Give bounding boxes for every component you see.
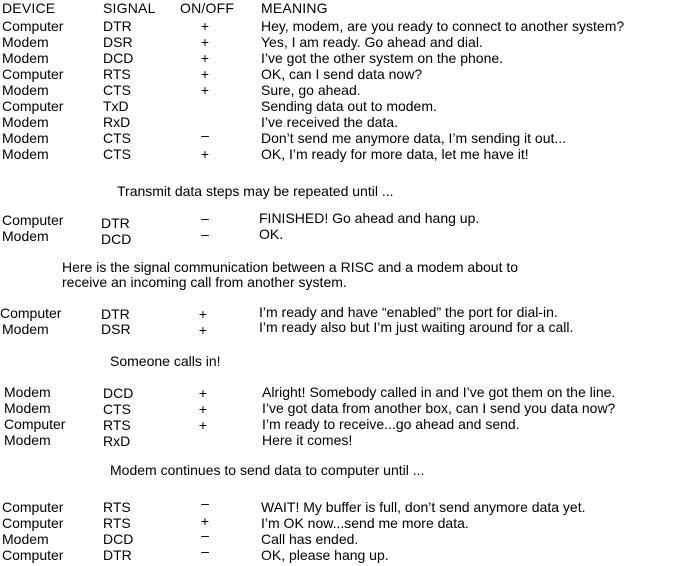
table-row: [0, 384, 676, 400]
table-row: [0, 400, 676, 416]
table-header: [0, 0, 676, 16]
signal-cell: DCD: [103, 50, 134, 66]
meaning-cell: I’m ready to receive...go ahead and send.: [262, 416, 520, 432]
meaning-cell: I’m OK now...send me more data.: [261, 515, 469, 531]
table-row: [0, 114, 676, 130]
device-cell: Modem: [2, 34, 49, 50]
state-cell: +: [200, 66, 210, 82]
device-cell: Computer: [2, 499, 64, 515]
device-cell: Computer: [2, 212, 64, 228]
meaning-cell: I’ve received the data.: [261, 114, 398, 130]
header-device: DEVICE: [2, 0, 56, 16]
table-row: [0, 146, 676, 162]
signal-cell: DTR: [103, 547, 132, 563]
state-cell: –: [201, 543, 209, 559]
device-cell: Modem: [2, 321, 49, 337]
device-cell: Modem: [2, 82, 49, 98]
state-cell: –: [201, 226, 209, 242]
device-cell: Computer: [2, 66, 64, 82]
signal-cell: DSR: [101, 321, 131, 337]
table-row: [0, 515, 676, 531]
device-cell: Modem: [4, 400, 51, 416]
meaning-cell: Yes, I am ready. Go ahead and dial.: [261, 34, 483, 50]
signal-cell: RxD: [103, 114, 131, 130]
device-cell: Computer: [2, 98, 64, 114]
state-cell: +: [200, 513, 210, 529]
device-cell: Modem: [4, 384, 51, 400]
state-cell: +: [200, 82, 210, 98]
signal-cell: DTR: [101, 306, 130, 322]
state-cell: +: [198, 322, 208, 338]
state-cell: +: [200, 50, 210, 66]
device-cell: Modem: [2, 114, 49, 130]
meaning-cell: Don’t send me anymore data, I’m sending it out...: [261, 130, 567, 146]
meaning-cell: OK.: [259, 226, 284, 242]
table-row: [0, 66, 676, 82]
meaning-cell: OK, I’m ready for more data, let me have it!: [261, 146, 529, 162]
signal-cell: CTS: [103, 130, 131, 146]
signal-cell: TxD: [103, 98, 129, 114]
meaning-cell: Sending data out to modem.: [261, 98, 437, 114]
signal-cell: DSR: [103, 34, 133, 50]
table-row: [0, 50, 676, 66]
note-continue: Modem continues to send data to computer until ...: [110, 462, 425, 478]
meaning-cell: OK, please hang up.: [261, 547, 389, 563]
signal-cell: RTS: [103, 499, 131, 515]
state-cell: –: [201, 127, 209, 143]
table-row: [0, 226, 676, 247]
meaning-cell: Hey, modem, are you ready to connect to another system?: [261, 18, 625, 34]
signal-cell: DCD: [101, 231, 132, 247]
device-cell: Computer: [2, 18, 64, 34]
meaning-cell: FINISHED! Go ahead and hang up.: [259, 210, 480, 226]
note-repeat: Transmit data steps may be repeated until ...: [117, 183, 394, 199]
note-call-in: Someone calls in!: [110, 353, 221, 369]
device-cell: Modem: [4, 432, 51, 448]
device-cell: Computer: [2, 515, 64, 531]
table-row: [0, 416, 676, 432]
table-row: [0, 495, 676, 515]
signal-cell: RTS: [103, 515, 131, 531]
state-cell: +: [198, 306, 208, 322]
signal-cell: CTS: [103, 401, 131, 417]
table-row: [0, 321, 676, 337]
device-cell: Modem: [2, 531, 49, 547]
meaning-cell: Alright! Somebody called in and I’ve got them on the line.: [262, 384, 616, 400]
header-signal: SIGNAL: [103, 0, 156, 16]
table-row: [0, 127, 676, 146]
state-cell: –: [201, 495, 209, 511]
signal-cell: DCD: [103, 531, 134, 547]
table-row: [0, 18, 676, 34]
device-cell: Modem: [2, 130, 49, 146]
signal-cell: CTS: [103, 146, 131, 162]
state-cell: +: [198, 417, 208, 433]
meaning-cell: WAIT! My buffer is full, don’t send anymore data yet.: [261, 499, 586, 515]
meaning-cell: I’m ready also but I’m just waiting around for a call.: [259, 319, 574, 335]
header-meaning: MEANING: [261, 0, 328, 16]
device-cell: Modem: [2, 50, 49, 66]
table-row: [0, 34, 676, 50]
meaning-cell: Sure, go ahead.: [261, 82, 361, 98]
table-row: [0, 432, 676, 448]
signal-cell: RTS: [103, 66, 131, 82]
state-cell: +: [200, 34, 210, 50]
signal-cell: DTR: [103, 18, 132, 34]
device-cell: Computer: [0, 305, 62, 321]
signal-cell: DCD: [103, 385, 134, 401]
device-cell: Modem: [2, 146, 49, 162]
device-cell: Computer: [4, 416, 66, 432]
state-cell: +: [200, 18, 210, 34]
table-row: [0, 98, 676, 114]
signal-cell: RTS: [103, 417, 131, 433]
intro-line-1: Here is the signal communication between a RISC and a modem about to: [62, 259, 519, 275]
intro-line-2: receive an incoming call from another system.: [62, 274, 347, 290]
meaning-cell: Here it comes!: [262, 432, 353, 448]
state-cell: +: [198, 401, 208, 417]
meaning-cell: I’m ready and have “enabled” the port for dial-in.: [259, 304, 558, 320]
device-cell: Computer: [2, 547, 64, 563]
table-row: [0, 82, 676, 98]
meaning-cell: Call has ended.: [261, 531, 359, 547]
state-cell: –: [201, 527, 209, 543]
signal-cell: DTR: [101, 215, 130, 231]
meaning-cell: I’ve got the other system on the phone.: [261, 50, 504, 66]
header-onoff: ON/OFF: [180, 0, 235, 16]
signal-cell: CTS: [103, 82, 131, 98]
table-row: [0, 543, 676, 563]
state-cell: +: [198, 385, 208, 401]
meaning-cell: OK, can I send data now?: [261, 66, 423, 82]
state-cell: +: [200, 146, 210, 162]
state-cell: –: [201, 210, 209, 226]
device-cell: Modem: [2, 228, 49, 244]
signal-cell: RxD: [103, 433, 131, 449]
meaning-cell: I’ve got data from another box, can I send you data now?: [262, 400, 616, 416]
table-row: [0, 210, 676, 231]
table-row: [0, 527, 676, 547]
